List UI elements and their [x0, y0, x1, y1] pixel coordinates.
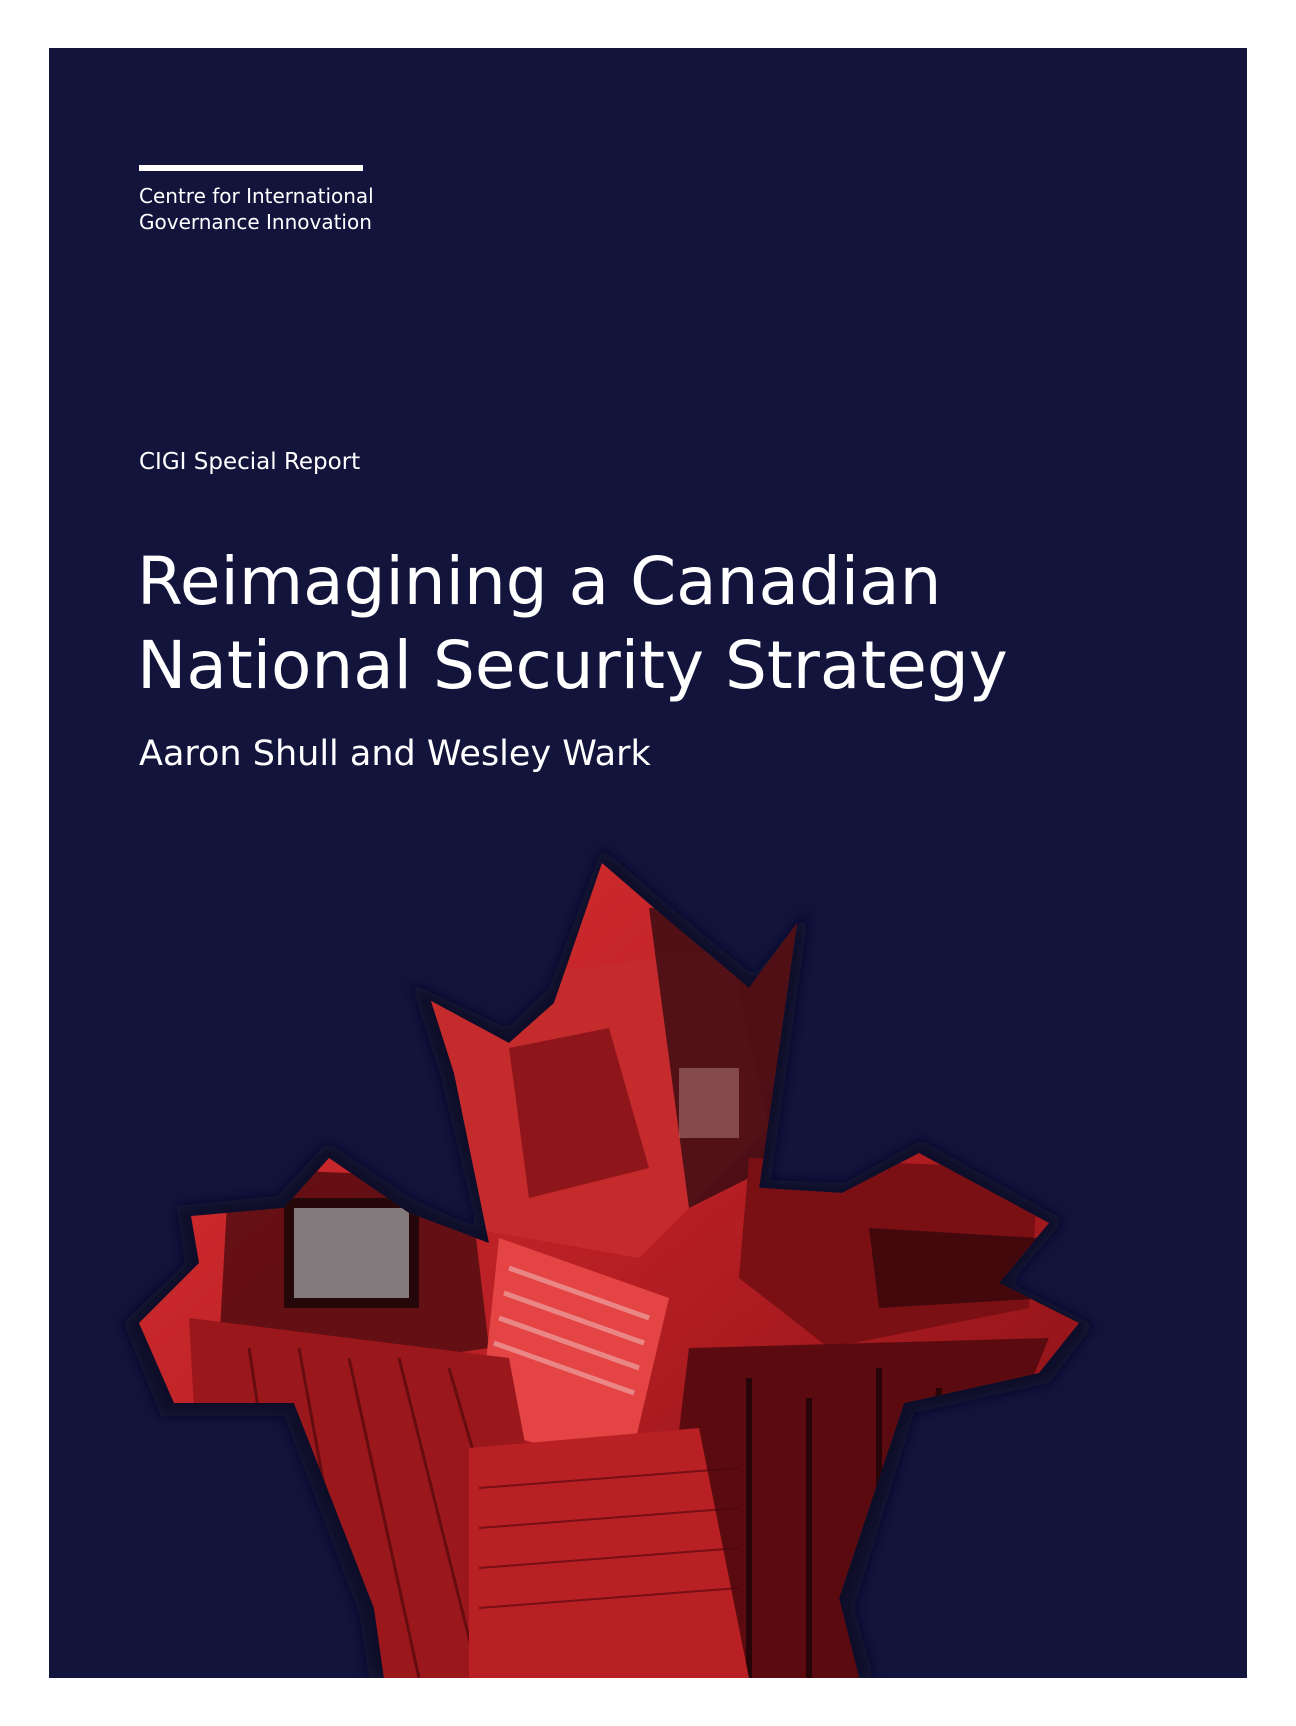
maple-leaf-collage-icon	[49, 48, 1247, 1678]
organization-line-1: Centre for International	[139, 184, 374, 208]
title-line-1: Reimagining a Canadian	[137, 543, 942, 620]
title-line-2: National Security Strategy	[137, 627, 1008, 704]
report-cover	[49, 48, 1247, 1678]
report-authors: Aaron Shull and Wesley Wark	[139, 734, 651, 774]
series-label: CIGI Special Report	[139, 449, 361, 475]
organization-line-2: Governance Innovation	[139, 210, 372, 234]
